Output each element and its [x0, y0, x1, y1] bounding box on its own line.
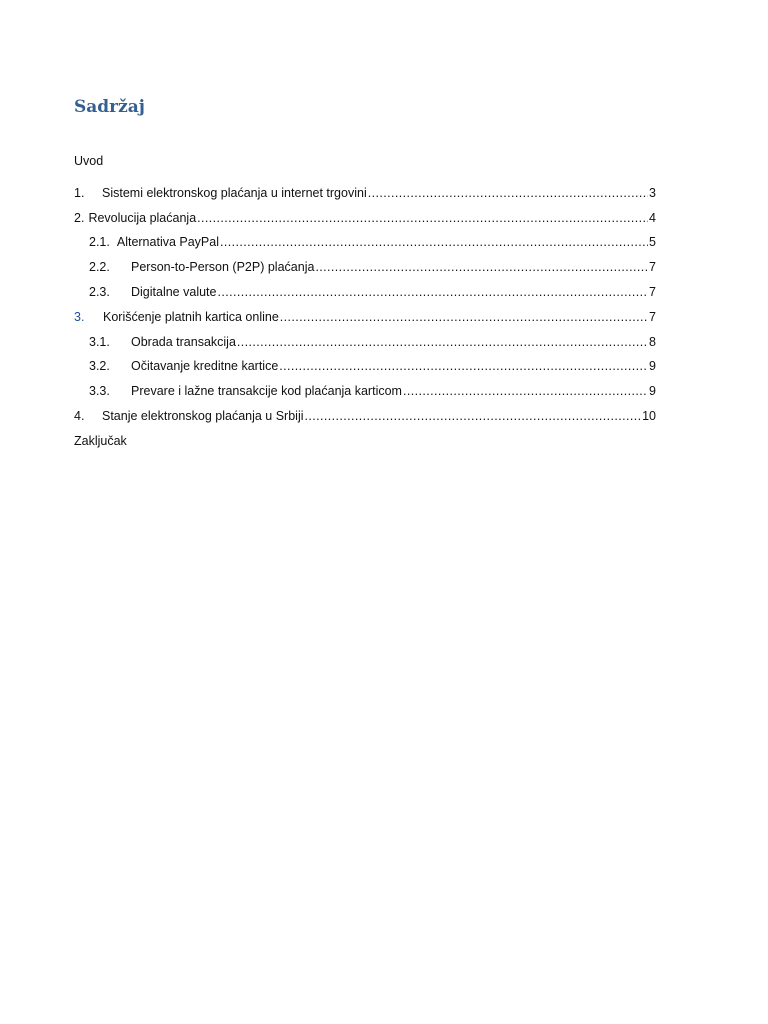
toc-entry-page: 8	[649, 335, 656, 349]
toc-entry-number: 3.3.	[89, 384, 110, 398]
toc-leader-dots	[368, 185, 648, 201]
toc-entry-page: 7	[649, 310, 656, 324]
toc-entry-1[interactable]	[74, 185, 656, 201]
toc-entry-page: 7	[649, 285, 656, 299]
toc-leader-dots	[315, 259, 648, 275]
toc-entry-label: Stanje elektronskog plaćanja u Srbiji	[102, 409, 304, 423]
toc-leader-dots	[217, 284, 648, 300]
toc-entry-conclusion[interactable]: Zaključak	[74, 434, 127, 448]
toc-entry-2-3[interactable]	[89, 284, 656, 300]
toc-entry-3-3[interactable]	[89, 383, 656, 399]
toc-entry-page: 7	[649, 260, 656, 274]
toc-leader-dots	[237, 334, 648, 350]
toc-entry-number: 1.	[74, 186, 85, 200]
toc-leader-dots	[279, 358, 648, 374]
toc-leader-dots	[220, 234, 648, 250]
toc-entry-number: 4.	[74, 409, 85, 423]
toc-entry-number: 3.1.	[89, 335, 110, 349]
toc-entry-page: 4	[649, 211, 656, 225]
toc-entry-page: 3	[649, 186, 656, 200]
toc-entry-3[interactable]	[74, 309, 656, 325]
toc-entry-number: 3.2.	[89, 359, 110, 373]
toc-entry-4[interactable]	[74, 408, 656, 424]
toc-entry-label: Digitalne valute	[131, 285, 217, 299]
toc-heading: Sadržaj	[74, 97, 145, 117]
toc-leader-dots	[197, 210, 648, 226]
toc-entry-label: Korišćenje platnih kartica online	[103, 310, 279, 324]
toc-entry-label: Alternativa PayPal	[116, 235, 219, 249]
toc-entry-2[interactable]	[74, 210, 656, 226]
toc-entry-label: Sistemi elektronskog plaćanja u internet trgovini	[102, 186, 367, 200]
toc-leader-dots	[403, 383, 648, 399]
toc-entry-page: 9	[649, 359, 656, 373]
toc-entry-number: 2.3.	[89, 285, 110, 299]
toc-entry-page: 10	[642, 409, 656, 423]
toc-entry-page: 5	[649, 235, 656, 249]
toc-entry-3-2[interactable]	[89, 358, 656, 374]
toc-entry-number: 2.1.	[89, 235, 110, 249]
toc-entry-intro[interactable]: Uvod	[74, 154, 104, 168]
toc-entry-2-1[interactable]	[89, 234, 656, 250]
toc-leader-dots	[305, 408, 642, 424]
toc-entry-number: 2.2.	[89, 260, 110, 274]
toc-entry-number: 3.	[74, 310, 85, 324]
toc-entry-number: 2.	[74, 211, 85, 225]
toc-entry-3-1[interactable]	[89, 334, 656, 350]
toc-entry-2-2[interactable]	[89, 259, 656, 275]
toc-entry-label: Očitavanje kreditne kartice	[131, 359, 279, 373]
toc-entry-label: Prevare i lažne transakcije kod plaćanja karticom	[131, 384, 402, 398]
toc-leader-dots	[280, 309, 648, 325]
toc-entry-label: Revolucija plaćanja	[88, 211, 197, 225]
toc-entry-label: Obrada transakcija	[131, 335, 236, 349]
toc-entry-page: 9	[649, 384, 656, 398]
toc-entry-label: Person-to-Person (P2P) plaćanja	[131, 260, 315, 274]
